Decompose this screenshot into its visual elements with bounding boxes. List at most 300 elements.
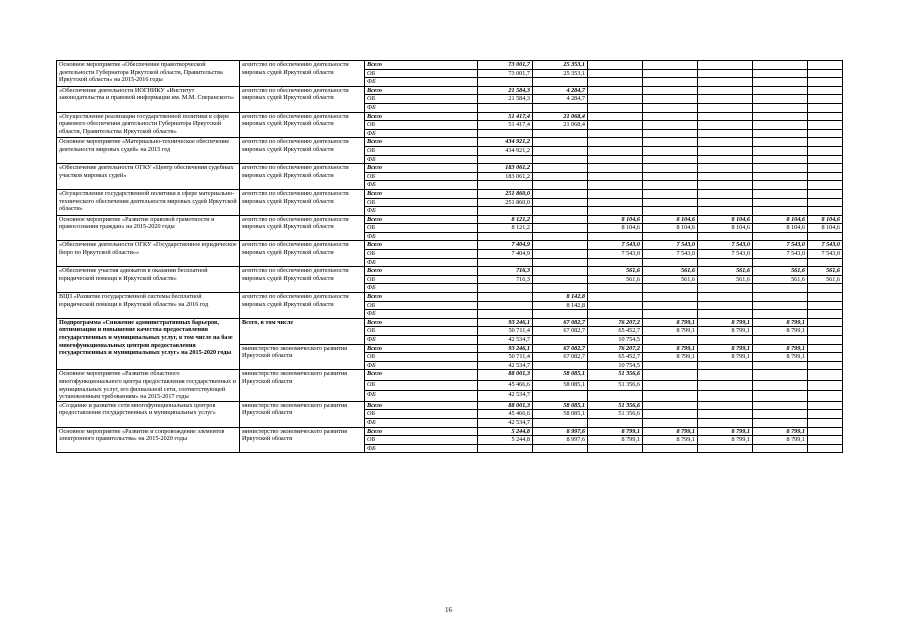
amount-cell: 183 061,2 [478, 164, 533, 173]
amount-cell [808, 380, 843, 390]
table-row [57, 86, 843, 95]
amount-cell: 561,6 [588, 275, 643, 284]
funding-source: ФБ [365, 155, 478, 164]
funding-source: ОБ [365, 301, 478, 310]
funding-source: ФБ [365, 336, 478, 345]
amount-cell: 5 244,8 [478, 427, 533, 436]
amount-cell [808, 327, 843, 336]
amount-cell [533, 138, 588, 147]
amount-cell: 8 799,1 [643, 318, 698, 327]
amount-cell [588, 121, 643, 130]
amount-cell: 10 754,5 [588, 336, 643, 345]
executor: Всего, в том числе [240, 318, 365, 344]
amount-cell: 8 104,6 [643, 215, 698, 224]
amount-cell: 8 104,6 [698, 224, 753, 233]
amount-cell [643, 129, 698, 138]
amount-cell [753, 310, 808, 319]
amount-cell: 561,6 [643, 267, 698, 276]
amount-cell: 8 799,1 [588, 427, 643, 436]
amount-cell [753, 129, 808, 138]
amount-cell [698, 138, 753, 147]
amount-cell [643, 418, 698, 427]
amount-cell: 8 799,1 [698, 436, 753, 445]
amount-cell [533, 172, 588, 181]
funding-source: ОБ [365, 121, 478, 130]
funding-source: ФБ [365, 78, 478, 87]
amount-cell: 21 068,4 [533, 121, 588, 130]
amount-cell: 561,6 [808, 267, 843, 276]
amount-cell [643, 61, 698, 70]
amount-cell: 251 860,0 [478, 198, 533, 207]
amount-cell: 8 799,1 [753, 427, 808, 436]
amount-cell [588, 78, 643, 87]
amount-cell: 716,3 [478, 275, 533, 284]
amount-cell [533, 232, 588, 241]
amount-cell [643, 401, 698, 410]
amount-cell: 561,6 [753, 267, 808, 276]
amount-cell [698, 370, 753, 380]
amount-cell [808, 444, 843, 453]
amount-cell: 8 799,1 [643, 427, 698, 436]
amount-cell [533, 78, 588, 87]
funding-source: Всего [365, 61, 478, 70]
amount-cell [753, 380, 808, 390]
amount-cell [588, 198, 643, 207]
funding-source: Всего [365, 164, 478, 173]
amount-cell [753, 207, 808, 216]
executor: агентство по обеспечению деятельности мировых судей Иркутской области [240, 112, 365, 138]
amount-cell [698, 391, 753, 401]
amount-cell [808, 391, 843, 401]
amount-cell [588, 301, 643, 310]
amount-cell [808, 232, 843, 241]
activity-description: Основное мероприятие «Развитие областного многофункционального центра предоставления государственных и муниципальных услуг, его филиальной сети, соответствующей установленным требованиям» на 2015-2017 годы [57, 370, 240, 401]
amount-cell [753, 370, 808, 380]
amount-cell [478, 78, 533, 87]
amount-cell [698, 293, 753, 302]
executor: агентство по обеспечению деятельности мировых судей Иркутской области [240, 267, 365, 293]
amount-cell: 8 799,1 [753, 353, 808, 362]
amount-cell [533, 189, 588, 198]
amount-cell [643, 164, 698, 173]
amount-cell [753, 198, 808, 207]
amount-cell: 434 921,2 [478, 146, 533, 155]
amount-cell [808, 78, 843, 87]
amount-cell [808, 410, 843, 419]
amount-cell [533, 284, 588, 293]
amount-cell [588, 293, 643, 302]
amount-cell [643, 410, 698, 419]
table-row [57, 318, 843, 327]
funding-source: ФБ [365, 258, 478, 267]
amount-cell [808, 112, 843, 121]
table-row [57, 293, 843, 302]
table-row [57, 241, 843, 250]
amount-cell [588, 444, 643, 453]
executor: министерство экономического развития Иркутской области [240, 370, 365, 401]
activity-description: ВЦП «Развитие государственной системы бесплатной юридической помощи в Иркутской области» на 2016 год [57, 293, 240, 319]
table-row [57, 215, 843, 224]
amount-cell [808, 189, 843, 198]
amount-cell [753, 336, 808, 345]
amount-cell [808, 436, 843, 445]
amount-cell: 8 121,2 [478, 224, 533, 233]
amount-cell: 67 082,7 [533, 327, 588, 336]
amount-cell [698, 61, 753, 70]
amount-cell [698, 380, 753, 390]
amount-cell: 8 799,1 [753, 318, 808, 327]
amount-cell [698, 155, 753, 164]
amount-cell [588, 164, 643, 173]
amount-cell [588, 418, 643, 427]
amount-cell [478, 181, 533, 190]
table-row [57, 138, 843, 147]
activity-description: «Обеспечение деятельности ОГКУ «Центр обеспечения судебных участков мировых судей» [57, 164, 240, 190]
amount-cell [698, 284, 753, 293]
amount-cell: 561,6 [588, 267, 643, 276]
amount-cell: 45 466,6 [478, 380, 533, 390]
funding-source: Всего [365, 215, 478, 224]
amount-cell [588, 391, 643, 401]
amount-cell [753, 401, 808, 410]
funding-source: ФБ [365, 418, 478, 427]
amount-cell [753, 232, 808, 241]
amount-cell [753, 391, 808, 401]
executor: агентство по обеспечению деятельности мировых судей Иркутской области [240, 86, 365, 112]
amount-cell: 8 799,1 [643, 344, 698, 353]
amount-cell [478, 258, 533, 267]
funding-source: Всего [365, 344, 478, 353]
amount-cell [698, 232, 753, 241]
amount-cell [533, 129, 588, 138]
amount-cell [643, 121, 698, 130]
amount-cell [533, 146, 588, 155]
amount-cell [533, 310, 588, 319]
amount-cell [643, 69, 698, 78]
funding-source: Всего [365, 138, 478, 147]
amount-cell [643, 146, 698, 155]
amount-cell: 8 799,1 [643, 436, 698, 445]
amount-cell [808, 353, 843, 362]
amount-cell: 8 799,1 [588, 436, 643, 445]
page-number: 16 [445, 606, 452, 614]
amount-cell [753, 146, 808, 155]
amount-cell [753, 155, 808, 164]
amount-cell: 50 711,4 [478, 327, 533, 336]
amount-cell: 8 142,8 [533, 301, 588, 310]
amount-cell [588, 207, 643, 216]
amount-cell [698, 164, 753, 173]
amount-cell [753, 361, 808, 370]
amount-cell [753, 258, 808, 267]
amount-cell: 25 353,1 [533, 69, 588, 78]
amount-cell: 8 799,1 [698, 327, 753, 336]
amount-cell: 7 543,0 [753, 241, 808, 250]
amount-cell [698, 78, 753, 87]
activity-description: «Осуществление государственной политики в сфере материально-технического обеспечения деятельности мировых судей Иркутской области» [57, 189, 240, 215]
amount-cell: 8 104,6 [588, 224, 643, 233]
amount-cell [588, 310, 643, 319]
amount-cell: 21 584,3 [478, 86, 533, 95]
amount-cell [808, 284, 843, 293]
amount-cell: 8 799,1 [753, 344, 808, 353]
amount-cell [698, 103, 753, 112]
amount-cell [808, 207, 843, 216]
amount-cell: 5 244,8 [478, 436, 533, 445]
amount-cell: 7 543,0 [643, 250, 698, 259]
funding-source: ОБ [365, 380, 478, 390]
funding-source: ОБ [365, 69, 478, 78]
amount-cell [478, 129, 533, 138]
amount-cell [643, 301, 698, 310]
table-row [57, 189, 843, 198]
amount-cell [808, 427, 843, 436]
amount-cell [808, 401, 843, 410]
amount-cell [808, 336, 843, 345]
amount-cell [643, 155, 698, 164]
amount-cell: 65 452,7 [588, 353, 643, 362]
amount-cell [753, 410, 808, 419]
amount-cell [698, 336, 753, 345]
amount-cell [533, 275, 588, 284]
amount-cell [588, 146, 643, 155]
amount-cell [478, 284, 533, 293]
amount-cell [753, 86, 808, 95]
amount-cell: 58 085,1 [533, 401, 588, 410]
funding-source: ФБ [365, 310, 478, 319]
amount-cell [753, 103, 808, 112]
amount-cell [808, 146, 843, 155]
funding-source: Всего [365, 241, 478, 250]
executor: агентство по обеспечению деятельности мировых судей Иркутской области [240, 241, 365, 267]
amount-cell [533, 250, 588, 259]
funding-source: ФБ [365, 103, 478, 112]
amount-cell: 8 104,6 [753, 224, 808, 233]
amount-cell [588, 138, 643, 147]
amount-cell: 434 921,2 [478, 138, 533, 147]
amount-cell: 51 356,6 [588, 410, 643, 419]
funding-source: Всего [365, 86, 478, 95]
activity-description: Основное мероприятие «Развитие правовой грамотности и правосознания граждан» на 2015-2020 годы [57, 215, 240, 241]
amount-cell [588, 61, 643, 70]
funding-source: ФБ [365, 391, 478, 401]
executor: министерство экономического развития Иркутской области [240, 344, 365, 370]
amount-cell: 21 068,4 [533, 112, 588, 121]
amount-cell [643, 380, 698, 390]
amount-cell: 51 417,4 [478, 112, 533, 121]
amount-cell [643, 86, 698, 95]
activity-description: «Создание и развитие сети многофункциональных центров предоставления государственных и муниципальных услуг» [57, 401, 240, 427]
amount-cell [753, 69, 808, 78]
amount-cell [478, 232, 533, 241]
amount-cell: 88 001,3 [478, 401, 533, 410]
amount-cell: 58 085,1 [533, 410, 588, 419]
amount-cell [753, 444, 808, 453]
executor: агентство по обеспечению деятельности мировых судей Иркутской области [240, 138, 365, 164]
amount-cell [643, 103, 698, 112]
executor: агентство по обеспечению деятельности мировых судей Иркутской области [240, 215, 365, 241]
amount-cell [533, 215, 588, 224]
amount-cell [643, 284, 698, 293]
executor: агентство по обеспечению деятельности мировых судей Иркутской области [240, 164, 365, 190]
amount-cell: 4 284,7 [533, 95, 588, 104]
amount-cell [698, 410, 753, 419]
amount-cell [643, 310, 698, 319]
amount-cell [588, 189, 643, 198]
amount-cell [698, 181, 753, 190]
amount-cell: 8 997,6 [533, 427, 588, 436]
amount-cell: 7 543,0 [588, 241, 643, 250]
amount-cell: 8 799,1 [753, 327, 808, 336]
amount-cell [808, 129, 843, 138]
amount-cell: 7 404,9 [478, 250, 533, 259]
amount-cell [753, 301, 808, 310]
amount-cell: 7 543,0 [808, 250, 843, 259]
amount-cell: 7 543,0 [753, 250, 808, 259]
amount-cell: 183 061,2 [478, 172, 533, 181]
amount-cell [808, 172, 843, 181]
amount-cell: 42 534,7 [478, 336, 533, 345]
amount-cell [478, 207, 533, 216]
amount-cell: 8 104,6 [643, 224, 698, 233]
amount-cell [643, 444, 698, 453]
amount-cell [643, 138, 698, 147]
amount-cell [643, 172, 698, 181]
amount-cell [808, 370, 843, 380]
amount-cell [478, 310, 533, 319]
amount-cell: 8 104,6 [808, 215, 843, 224]
amount-cell: 51 356,6 [588, 380, 643, 390]
amount-cell [698, 207, 753, 216]
amount-cell [698, 258, 753, 267]
amount-cell [533, 361, 588, 370]
amount-cell [698, 86, 753, 95]
amount-cell: 8 799,1 [753, 436, 808, 445]
funding-source: ОБ [365, 95, 478, 104]
amount-cell [808, 103, 843, 112]
amount-cell [698, 95, 753, 104]
amount-cell: 42 534,7 [478, 361, 533, 370]
amount-cell [753, 181, 808, 190]
amount-cell [533, 241, 588, 250]
table-row [57, 61, 843, 70]
amount-cell [753, 418, 808, 427]
amount-cell: 8 104,6 [753, 215, 808, 224]
amount-cell: 67 082,7 [533, 344, 588, 353]
amount-cell [478, 293, 533, 302]
amount-cell [698, 361, 753, 370]
amount-cell [588, 69, 643, 78]
funding-source: Всего [365, 401, 478, 410]
amount-cell [588, 112, 643, 121]
amount-cell: 10 754,5 [588, 361, 643, 370]
executor: министерство экономического развития Иркутской области [240, 401, 365, 427]
funding-source: Всего [365, 112, 478, 121]
amount-cell [808, 198, 843, 207]
amount-cell [753, 164, 808, 173]
amount-cell: 7 543,0 [808, 241, 843, 250]
amount-cell: 8 799,1 [698, 318, 753, 327]
table-row [57, 370, 843, 380]
amount-cell: 4 284,7 [533, 86, 588, 95]
activity-description: Основное мероприятие «Развитие и сопровождение элементов электронного правительства» на 2015-2020 годы [57, 427, 240, 453]
amount-cell [643, 181, 698, 190]
executor: агентство по обеспечению деятельности мировых судей Иркутской области [240, 189, 365, 215]
amount-cell: 8 104,6 [698, 215, 753, 224]
amount-cell: 8 799,1 [698, 353, 753, 362]
amount-cell [808, 258, 843, 267]
amount-cell: 7 543,0 [698, 250, 753, 259]
amount-cell [753, 293, 808, 302]
funding-source: ОБ [365, 172, 478, 181]
amount-cell [643, 258, 698, 267]
amount-cell: 76 207,2 [588, 344, 643, 353]
amount-cell: 7 543,0 [588, 250, 643, 259]
amount-cell [533, 267, 588, 276]
amount-cell [808, 318, 843, 327]
activity-description: «Обеспечение деятельности ИОГНИКУ «Институт законодательства и правовой информации им. М.М. Сперанского» [57, 86, 240, 112]
amount-cell: 51 356,6 [588, 401, 643, 410]
amount-cell [698, 444, 753, 453]
amount-cell [588, 155, 643, 164]
amount-cell: 76 207,2 [588, 318, 643, 327]
funding-source: Всего [365, 293, 478, 302]
amount-cell [643, 232, 698, 241]
amount-cell [753, 138, 808, 147]
amount-cell [533, 103, 588, 112]
amount-cell [588, 284, 643, 293]
amount-cell: 67 082,7 [533, 353, 588, 362]
amount-cell: 561,6 [698, 267, 753, 276]
amount-cell: 42 534,7 [478, 391, 533, 401]
amount-cell [698, 172, 753, 181]
executor: министерство экономического развития Иркутской области [240, 427, 365, 453]
amount-cell [533, 336, 588, 345]
activity-description: Основное мероприятие «Обеспечение правотворческой деятельности Губернатора Иркутской области, Правительства Иркутской области» на 2015-2016 годы [57, 61, 240, 87]
amount-cell [533, 444, 588, 453]
amount-cell [698, 418, 753, 427]
amount-cell [588, 172, 643, 181]
amount-cell [643, 336, 698, 345]
amount-cell [643, 207, 698, 216]
amount-cell [643, 293, 698, 302]
funding-source: ФБ [365, 181, 478, 190]
activity-description: Подпрограмма «Снижение административных барьеров, оптимизация и повышение качества предоставления государственных и муниципальных услуг, в том числе на базе многофункциональных центров предоставления государственных и муниципальных услуг» на 2015-2020 годы [57, 318, 240, 370]
table-row [57, 164, 843, 173]
activity-description: Основное мероприятие «Материально-техническое обеспечение деятельности мировых судей» на 2015 год [57, 138, 240, 164]
amount-cell: 716,3 [478, 267, 533, 276]
executor: агентство по обеспечению деятельности мировых судей Иркутской области [240, 61, 365, 87]
amount-cell [698, 198, 753, 207]
amount-cell [808, 69, 843, 78]
amount-cell [643, 198, 698, 207]
amount-cell [698, 112, 753, 121]
amount-cell [808, 138, 843, 147]
amount-cell [698, 69, 753, 78]
amount-cell [533, 207, 588, 216]
amount-cell: 8 104,6 [588, 215, 643, 224]
amount-cell: 561,6 [698, 275, 753, 284]
activity-description: «Обеспечение участия адвокатов в оказании бесплатной юридической помощи в Иркутской области» [57, 267, 240, 293]
amount-cell [533, 198, 588, 207]
funding-source: ОБ [365, 146, 478, 155]
amount-cell [808, 164, 843, 173]
amount-cell: 45 466,6 [478, 410, 533, 419]
table-row [57, 112, 843, 121]
amount-cell: 8 142,8 [533, 293, 588, 302]
funding-source: ОБ [365, 436, 478, 445]
amount-cell [698, 129, 753, 138]
